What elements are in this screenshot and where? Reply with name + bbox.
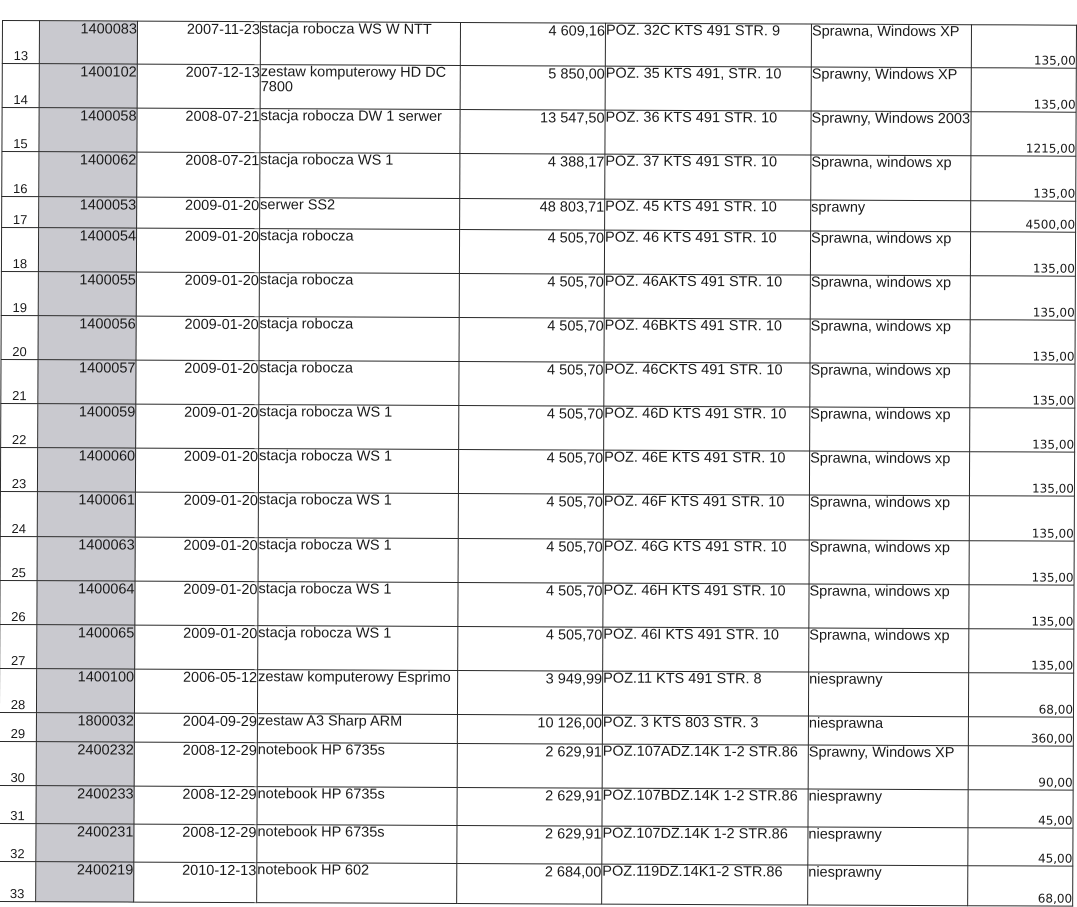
technical-status-cell: niesprawna bbox=[808, 716, 968, 746]
ledger-position-cell: POZ.107BDZ.14K 1-2 STR.86 bbox=[602, 788, 808, 827]
ledger-position-cell: POZ. 32C KTS 491 STR. 9 bbox=[605, 23, 811, 67]
inventory-number-cell: 1400083 bbox=[39, 21, 137, 64]
table-row bbox=[1, 359, 1075, 408]
ledger-position-cell: POZ. 46I KTS 491 STR. 10 bbox=[603, 627, 809, 672]
inventory-number-cell: 1400056 bbox=[38, 316, 136, 360]
table-row bbox=[2, 21, 1076, 69]
asset-name-cell: notebook HP 6735s bbox=[257, 787, 457, 826]
initial-value-cell: 5 850,00 bbox=[460, 66, 605, 111]
inventory-number-cell: 2400219 bbox=[36, 862, 134, 902]
ledger-position-cell: POZ. 46CKTS 491 STR. 10 bbox=[604, 362, 810, 407]
estimated-amount-cell: 135,00 bbox=[969, 452, 1074, 496]
acquisition-date-cell: 2009-01-20 bbox=[136, 404, 259, 449]
row-number-cell: 28 bbox=[0, 668, 37, 712]
table-row bbox=[0, 823, 1073, 866]
table-row bbox=[0, 785, 1073, 828]
estimated-amount-cell: 135,00 bbox=[969, 629, 1074, 673]
table-row bbox=[2, 108, 1076, 157]
row-number-cell: 32 bbox=[0, 823, 36, 861]
estimated-amount-cell: 135,00 bbox=[970, 232, 1075, 276]
estimated-amount-cell: 45,00 bbox=[968, 828, 1073, 866]
inventory-number-cell: 1400059 bbox=[38, 404, 136, 448]
inventory-number-cell: 1400054 bbox=[38, 228, 136, 272]
inventory-number-cell: 2400232 bbox=[36, 742, 134, 786]
technical-status-cell: Sprawna, windows xp bbox=[809, 540, 969, 585]
technical-status-cell: Sprawna, windows xp bbox=[811, 155, 971, 201]
initial-value-cell: 2 684,00 bbox=[457, 863, 602, 904]
inventory-number-cell: 1400065 bbox=[37, 625, 135, 669]
technical-status-cell: Sprawna, Windows XP bbox=[811, 24, 971, 68]
acquisition-date-cell: 2009-01-20 bbox=[136, 316, 259, 361]
initial-value-cell: 2 629,91 bbox=[457, 825, 602, 864]
row-number-cell: 15 bbox=[2, 108, 39, 152]
acquisition-date-cell: 2008-07-21 bbox=[137, 152, 260, 198]
inventory-sheet bbox=[0, 20, 1076, 906]
acquisition-date-cell: 2009-01-20 bbox=[135, 448, 258, 493]
initial-value-cell: 4 505,70 bbox=[458, 538, 603, 583]
ledger-position-cell: POZ.107DZ.14K 1-2 STR.86 bbox=[602, 826, 808, 865]
initial-value-cell: 4 505,70 bbox=[459, 229, 604, 274]
table-row bbox=[2, 64, 1076, 113]
asset-name-cell: notebook HP 6735s bbox=[257, 825, 457, 864]
table-row bbox=[0, 741, 1073, 790]
ledger-position-cell: POZ. 45 KTS 491 STR. 10 bbox=[605, 199, 811, 231]
row-number-cell: 30 bbox=[0, 741, 36, 785]
estimated-amount-cell: 360,00 bbox=[968, 717, 1073, 746]
ledger-position-cell: POZ. 46 KTS 491 STR. 10 bbox=[604, 230, 810, 275]
acquisition-date-cell: 2008-12-29 bbox=[134, 742, 257, 787]
inventory-number-cell: 1400057 bbox=[38, 360, 136, 404]
row-number-cell: 23 bbox=[0, 447, 37, 491]
row-number-cell: 18 bbox=[1, 228, 38, 272]
row-number-cell: 27 bbox=[0, 624, 37, 668]
table-row bbox=[0, 536, 1074, 585]
inventory-number-cell: 1400060 bbox=[37, 448, 135, 492]
technical-status-cell: Sprawna, windows xp bbox=[810, 231, 970, 276]
technical-status-cell: Sprawna, windows xp bbox=[809, 628, 969, 673]
ledger-position-cell: POZ. 46D KTS 491 STR. 10 bbox=[604, 406, 810, 451]
row-number-cell: 25 bbox=[0, 536, 37, 580]
initial-value-cell: 4 388,17 bbox=[460, 153, 605, 199]
acquisition-date-cell: 2006-05-12 bbox=[134, 669, 257, 714]
table-row bbox=[0, 491, 1074, 541]
estimated-amount-cell: 135,00 bbox=[969, 541, 1074, 585]
inventory-number-cell: 1400063 bbox=[37, 537, 135, 581]
table-row bbox=[0, 861, 1073, 906]
inventory-number-cell: 1400058 bbox=[39, 108, 137, 152]
estimated-amount-cell: 45,00 bbox=[968, 790, 1073, 828]
inventory-number-cell: 1400102 bbox=[39, 64, 137, 108]
initial-value-cell: 10 126,00 bbox=[457, 714, 602, 744]
initial-value-cell: 4 505,70 bbox=[458, 626, 603, 671]
asset-name-cell: stacja robocza WS 1 bbox=[259, 405, 459, 450]
acquisition-date-cell: 2008-07-21 bbox=[137, 108, 260, 153]
asset-name-cell: stacja robocza bbox=[259, 361, 459, 406]
estimated-amount-cell: 68,00 bbox=[968, 673, 1073, 717]
inventory-number-cell: 1400061 bbox=[37, 492, 135, 537]
inventory-table bbox=[0, 20, 1077, 907]
ledger-position-cell: POZ. 46BKTS 491 STR. 10 bbox=[604, 318, 810, 363]
acquisition-date-cell: 2008-12-29 bbox=[134, 786, 257, 825]
table-row bbox=[2, 152, 1076, 202]
ledger-position-cell: POZ. 3 KTS 803 STR. 3 bbox=[602, 715, 808, 745]
initial-value-cell: 4 505,70 bbox=[459, 273, 604, 318]
acquisition-date-cell: 2009-01-20 bbox=[135, 492, 258, 538]
row-number-cell: 31 bbox=[0, 785, 36, 823]
acquisition-date-cell: 2010-12-13 bbox=[134, 862, 257, 903]
ledger-position-cell: POZ. 37 KTS 491 STR. 10 bbox=[605, 154, 811, 200]
asset-name-cell: zestaw komputerowy HD DC 7800 bbox=[260, 65, 460, 110]
technical-status-cell: niesprawny bbox=[808, 827, 968, 866]
estimated-amount-cell: 135,00 bbox=[971, 156, 1076, 201]
row-number-cell: 21 bbox=[1, 359, 38, 403]
row-number-cell: 33 bbox=[0, 861, 36, 901]
acquisition-date-cell: 2009-01-20 bbox=[136, 272, 259, 317]
inventory-number-cell: 1400053 bbox=[39, 197, 137, 228]
estimated-amount-cell: 4500,00 bbox=[971, 201, 1076, 232]
table-row bbox=[1, 315, 1075, 364]
table-row bbox=[0, 624, 1074, 673]
asset-name-cell: stacja robocza WS 1 bbox=[258, 449, 458, 494]
ledger-position-cell: POZ. 46H KTS 491 STR. 10 bbox=[603, 583, 809, 628]
technical-status-cell: sprawny bbox=[811, 200, 971, 232]
inventory-number-cell: 2400231 bbox=[36, 824, 134, 862]
row-number-cell: 29 bbox=[0, 712, 36, 741]
acquisition-date-cell: 2009-01-20 bbox=[136, 360, 259, 405]
asset-name-cell: stacja robocza WS 1 bbox=[258, 582, 458, 627]
ledger-position-cell: POZ. 46F KTS 491 STR. 10 bbox=[603, 494, 809, 540]
table-row bbox=[1, 271, 1075, 320]
inventory-number-cell: 1400062 bbox=[39, 152, 137, 197]
table-row bbox=[0, 712, 1073, 746]
acquisition-date-cell: 2004-09-29 bbox=[134, 713, 257, 743]
estimated-amount-cell: 135,00 bbox=[970, 408, 1075, 452]
technical-status-cell: Sprawna, windows xp bbox=[809, 584, 969, 629]
initial-value-cell: 4 505,70 bbox=[458, 582, 603, 627]
estimated-amount-cell: 135,00 bbox=[969, 496, 1074, 541]
row-number-cell: 16 bbox=[2, 152, 39, 197]
estimated-amount-cell: 135,00 bbox=[970, 276, 1075, 320]
table-row bbox=[0, 668, 1074, 717]
inventory-number-cell: 1400055 bbox=[38, 272, 136, 316]
asset-name-cell: stacja robocza WS 1 bbox=[258, 493, 458, 539]
asset-name-cell: stacja robocza bbox=[259, 273, 459, 318]
technical-status-cell: Sprawna, windows xp bbox=[810, 363, 970, 408]
technical-status-cell: niesprawny bbox=[808, 865, 968, 906]
row-number-cell: 19 bbox=[1, 271, 38, 315]
initial-value-cell: 48 803,71 bbox=[460, 198, 605, 230]
acquisition-date-cell: 2009-01-20 bbox=[135, 625, 258, 670]
initial-value-cell: 4 609,16 bbox=[460, 23, 605, 67]
acquisition-date-cell: 2009-01-20 bbox=[135, 537, 258, 582]
ledger-position-cell: POZ. 46G KTS 491 STR. 10 bbox=[603, 539, 809, 584]
acquisition-date-cell: 2009-01-20 bbox=[137, 197, 260, 229]
estimated-amount-cell: 68,00 bbox=[968, 866, 1073, 906]
acquisition-date-cell: 2009-01-20 bbox=[135, 581, 258, 626]
asset-name-cell: serwer SS2 bbox=[260, 198, 460, 230]
initial-value-cell: 4 505,70 bbox=[458, 493, 603, 539]
technical-status-cell: Sprawna, windows xp bbox=[810, 275, 970, 320]
initial-value-cell: 3 949,99 bbox=[457, 670, 602, 715]
asset-name-cell: stacja robocza WS 1 bbox=[258, 626, 458, 671]
row-number-cell: 26 bbox=[0, 580, 37, 624]
estimated-amount-cell: 135,00 bbox=[969, 585, 1074, 629]
row-number-cell: 17 bbox=[2, 197, 39, 228]
table-row bbox=[1, 403, 1075, 452]
acquisition-date-cell: 2007-11-23 bbox=[137, 21, 260, 65]
table-row bbox=[1, 228, 1075, 277]
estimated-amount-cell: 90,00 bbox=[968, 746, 1073, 790]
row-number-cell: 14 bbox=[2, 64, 39, 108]
initial-value-cell: 4 505,70 bbox=[459, 405, 604, 450]
row-number-cell: 24 bbox=[0, 491, 37, 536]
technical-status-cell: niesprawny bbox=[808, 789, 968, 828]
initial-value-cell: 4 505,70 bbox=[459, 317, 604, 362]
ledger-position-cell: POZ.107ADZ.14K 1-2 STR.86 bbox=[602, 744, 808, 789]
ledger-position-cell: POZ. 36 KTS 491 STR. 10 bbox=[605, 110, 811, 155]
technical-status-cell: Sprawny, Windows XP bbox=[808, 745, 968, 790]
asset-name-cell: zestaw A3 Sharp ARM bbox=[257, 714, 457, 744]
inventory-number-cell: 1800032 bbox=[36, 713, 134, 742]
ledger-position-cell: POZ. 35 KTS 491, STR. 10 bbox=[605, 66, 811, 111]
ledger-position-cell: POZ.119DZ.14K1-2 STR.86 bbox=[602, 864, 808, 905]
asset-name-cell: stacja robocza WS 1 bbox=[258, 538, 458, 583]
initial-value-cell: 4 505,70 bbox=[459, 361, 604, 406]
technical-status-cell: Sprawna, windows xp bbox=[810, 319, 970, 364]
technical-status-cell: Sprawna, windows xp bbox=[810, 407, 970, 452]
asset-name-cell: stacja robocza WS W NTT bbox=[260, 22, 460, 66]
row-number-cell: 22 bbox=[1, 403, 38, 447]
table-row bbox=[0, 580, 1074, 629]
ledger-position-cell: POZ. 46E KTS 491 STR. 10 bbox=[603, 450, 809, 495]
inventory-number-cell: 2400233 bbox=[36, 786, 134, 824]
initial-value-cell: 4 505,70 bbox=[458, 449, 603, 494]
acquisition-date-cell: 2008-12-29 bbox=[134, 824, 257, 863]
estimated-amount-cell: 1215,00 bbox=[971, 112, 1076, 156]
row-number-cell: 13 bbox=[2, 21, 39, 64]
technical-status-cell: Sprawna, windows xp bbox=[809, 451, 969, 496]
asset-name-cell: stacja robocza bbox=[259, 229, 459, 274]
asset-name-cell: stacja robocza DW 1 serwer bbox=[260, 109, 460, 154]
technical-status-cell: Sprawna, windows xp bbox=[809, 495, 969, 541]
initial-value-cell: 13 547,50 bbox=[460, 109, 605, 154]
estimated-amount-cell: 135,00 bbox=[970, 320, 1075, 364]
table-row bbox=[2, 197, 1076, 233]
inventory-number-cell: 1400064 bbox=[37, 581, 135, 625]
estimated-amount-cell: 135,00 bbox=[970, 364, 1075, 408]
technical-status-cell: Sprawny, Windows XP bbox=[811, 67, 971, 112]
acquisition-date-cell: 2009-01-20 bbox=[136, 228, 259, 273]
ledger-position-cell: POZ. 46AKTS 491 STR. 10 bbox=[604, 274, 810, 319]
initial-value-cell: 2 629,91 bbox=[457, 743, 602, 788]
asset-name-cell: stacja robocza bbox=[259, 317, 459, 362]
asset-name-cell: stacja robocza WS 1 bbox=[260, 153, 460, 199]
asset-name-cell: notebook HP 6735s bbox=[257, 743, 457, 788]
initial-value-cell: 2 629,91 bbox=[457, 787, 602, 826]
asset-name-cell: notebook HP 602 bbox=[257, 863, 457, 904]
table-row bbox=[0, 447, 1074, 496]
technical-status-cell: Sprawny, Windows 2003 bbox=[811, 111, 971, 156]
acquisition-date-cell: 2007-12-13 bbox=[137, 64, 260, 109]
asset-name-cell: zestaw komputerowy Esprimo bbox=[257, 670, 457, 715]
row-number-cell: 20 bbox=[1, 315, 38, 359]
technical-status-cell: niesprawny bbox=[808, 672, 968, 717]
estimated-amount-cell: 135,00 bbox=[971, 68, 1076, 112]
ledger-position-cell: POZ.11 KTS 491 STR. 8 bbox=[602, 671, 808, 716]
estimated-amount-cell: 135,00 bbox=[971, 25, 1076, 68]
inventory-number-cell: 1400100 bbox=[36, 669, 134, 713]
